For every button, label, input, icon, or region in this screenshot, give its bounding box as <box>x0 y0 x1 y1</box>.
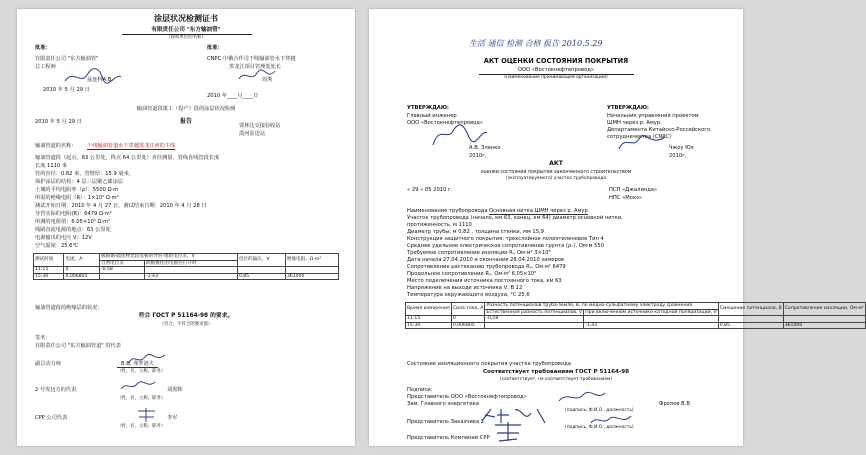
power-source-line: Место подключения источника постоянного тока, км 63 <box>407 278 562 284</box>
table-cell: 0.85 <box>237 273 285 280</box>
report-date: 2010 年 5 月 29 日 <box>35 119 82 125</box>
sign1-caption: (подпись, Ф.И.О., должность) <box>565 408 634 413</box>
diameter-line: Диаметр трубы, м 0,82 , толщина стенки, мм 15,9 <box>407 229 544 235</box>
approve-right-role1: Начальник управления проектом <box>607 113 699 119</box>
sign1-name: B.B. 弗罗洛夫 <box>117 361 158 368</box>
act-date: « 29 » 05 2010 г. <box>407 187 453 193</box>
approve-right-label: УТВЕРЖДАЮ: <box>607 105 649 111</box>
approve-left-name: А.В. Зленко <box>469 145 501 151</box>
approve-left-role1: Главный инженер <box>407 113 457 119</box>
signature-liu <box>119 379 159 393</box>
sign2-caption: (подпись, Ф.И.О., должность) <box>565 425 634 430</box>
org-caption: (наименование принимающей организации) <box>504 75 608 80</box>
col-subheader-polarized: При включенном источнике катодной поляризации, V <box>585 309 717 315</box>
station-1: ПСП «Джалинда» <box>609 187 658 193</box>
act-subtitle-1: оценки состояния покрытия законченного строительством <box>480 170 632 175</box>
table-cell: 0.006805 <box>64 273 100 280</box>
sign2-role: Представитель Заказчика 2 <box>407 419 484 425</box>
org-caption: （接收单位的名称） <box>166 35 206 40</box>
signature-zhou <box>617 131 667 153</box>
section-line: Участок трубопровода (начало, км 63, конец, км 64) диаметр основной нитки, <box>407 215 623 221</box>
voltage-line: 电源输出的电压 V：12V <box>35 235 92 241</box>
table-cell: 0 <box>451 316 485 323</box>
signature-frolov-ru <box>557 389 607 405</box>
col-header-potential: 极限铜-硫化物比较电极的导管-地的电位差，V <box>99 254 237 261</box>
sign3-role: CPP 公司代表 <box>35 415 68 421</box>
sign3-name: 李军 <box>167 415 178 421</box>
approve-left-date: 2010 年 5 月 29 日 <box>43 87 90 93</box>
report-line-1: 输油管道段竣工（投产）段的涂层状况检测 <box>136 106 236 112</box>
page-title: 涂层状况检测证书 <box>154 14 218 23</box>
table-cell: 361000 <box>285 273 338 280</box>
voltage-line: Напряжение на выходе источника V, В 12 <box>407 285 523 291</box>
approve-right-label: 批准： <box>207 45 223 51</box>
conclusion-value: Соответствует требованиям ГОСТ Р 51164-98 <box>482 369 630 375</box>
russian-act-page <box>369 9 864 446</box>
table-cell: -1,43 <box>584 322 719 329</box>
conclusion-label: 输油管道段的绝缘层的状况： <box>35 305 103 311</box>
test-dates-line: 测试开始日期：2010 年 4 月 27 日，测试结束日期：2010 年 4 月 28 日 <box>35 203 207 209</box>
measurement-table <box>33 253 339 280</box>
act-heading: АКТ <box>549 160 563 167</box>
approve-right-org: CNPC 中俄合作司干线输油管水下穿越 <box>207 56 296 62</box>
act-title: АКТ ОЦЕНКИ СОСТОЯНИЯ ПОКРЫТИЯ <box>483 57 629 65</box>
approve-right-name: 周秀 <box>262 77 273 83</box>
signature-li <box>135 407 159 423</box>
sign1-caption: （姓，名，父称，职务） <box>117 369 166 374</box>
report-station-2: 漠河泵送站 <box>239 131 265 137</box>
measurement-table <box>405 302 866 329</box>
table-cell: 15:30 <box>34 273 64 280</box>
soil-resistivity-line: Среднее удельное электрическое сопротивление грунта (ρₓ), Ом·м 550 <box>407 243 604 249</box>
table-cell: 15:30 <box>406 322 452 329</box>
approve-right-date: 2010 年____月____日 <box>207 93 259 99</box>
sign2-caption: （姓，名，父称，职务） <box>117 396 166 401</box>
approve-right-dept: 黑龙江项目管理处处长 <box>229 64 281 70</box>
signature-cpp <box>491 421 527 443</box>
sign1-role: 副总动力师 <box>35 361 61 367</box>
table-cell: 11:15 <box>406 316 452 323</box>
col-header-potential: Разность потенциалов труба-земля, В, по медно-сульфатному электроду сравнения <box>485 303 718 310</box>
col-header-current: Сила тока, А <box>451 303 485 316</box>
actual-resistance-line: 导管实际的电阻(R)：6479 Ω·m² <box>35 211 112 217</box>
signatures-label: Подписи: <box>407 387 433 393</box>
coating-line: Конструкция защитного покрытия: трехслойное полиэтиленовое Тип 4 <box>407 236 604 242</box>
approve-right-name: Чжоу Юэ <box>669 145 694 151</box>
sign1-role: Представитель ООО «Востокнефтепровод» <box>407 394 527 400</box>
approve-right-role3: Департамента Китайско-Российского <box>607 127 711 133</box>
sign2-role: 2 号发包方的代表 <box>35 387 77 393</box>
col-header-insulation: Сопротивление изоляции, Ом·м² <box>783 303 865 316</box>
required-resistance-line: Требуемое сопротивление изоляции Rᵢ, Ом·м² 3×10⁵ <box>407 250 551 256</box>
col-header-shift: Смещение потенциала, В <box>718 303 783 316</box>
sign3-role: Представитель Компании CPP <box>407 435 490 441</box>
approve-right-date: 2010г. <box>669 153 687 159</box>
approve-left-name: 兹连科A.B. <box>87 77 113 83</box>
length-line: 长度 1110 米 <box>35 163 68 169</box>
report-station-1: 贾林达交接验收站 <box>239 123 281 129</box>
length-line: протяженность, м 1110 <box>407 222 472 228</box>
table-row <box>406 322 866 329</box>
table-cell: -1.43 <box>145 273 238 280</box>
conclusion-lead: Состояние изоляционного покрытия участка трубопровода <box>407 361 571 367</box>
report-heading: 报告 <box>179 118 192 125</box>
table-cell: -0.58 <box>99 267 144 274</box>
conclusion-note: (соответствует, не соответствует требованиям) <box>499 377 613 382</box>
pipeline-name-value: Основная нитка ШМН через р. Амур <box>489 208 588 214</box>
col-header-time: Время измерения <box>406 303 452 316</box>
coating-line: 保护涂层的结构：4 层三层聚乙烯涂层 <box>35 179 123 185</box>
power-source-line: 线路直流电源的地点：63 公里处 <box>35 227 111 233</box>
col-header-time: 测试时间 <box>34 254 64 267</box>
spread-resistance-line: Сопротивление растеканию трубопровода Rₚ, Ом·м² 6479 <box>407 264 566 270</box>
approve-left-label: 批准： <box>35 45 51 51</box>
table-cell: -0,58 <box>485 316 584 323</box>
approve-left-org: 有限责任公司 "东方输油管" <box>35 56 99 62</box>
signatures-label: 签名： <box>35 335 51 341</box>
col-header-shift: 电位的偏压，V <box>237 254 285 267</box>
section-line: 输油管道段（起点，63 公里处，终点 64 公里处）直径测量，管线直线管段长度 <box>35 155 220 161</box>
signatures-org: 有限责任公司 "东方输油管道" 的代表 <box>35 343 121 349</box>
sign1-name: Фролов В.В <box>659 401 690 407</box>
temperature-line: Температура окружающего воздуха, °С 25,6 <box>407 292 530 298</box>
pipeline-name-value: 干线输油管道水下穿越黑龙江河的主线 <box>87 143 176 149</box>
measured-resistance-line: 所测的电阻值：6.05×10⁵ Ω·m² <box>35 219 111 225</box>
col-subheader-natural: Естественная разность потенциалов, V <box>486 309 583 315</box>
sign3-caption: （姓，名，父称，职务） <box>117 424 166 429</box>
approve-left-date: 2010г. <box>469 153 487 159</box>
table-cell: 11:15 <box>34 267 64 274</box>
station-2: НПС «Мохэ» <box>609 195 642 201</box>
conclusion-note: （符合，不符合的要求值） <box>159 322 213 327</box>
approve-left-label: УТВЕРЖДАЮ: <box>407 105 449 111</box>
pipeline-name-label: Наименование трубопровода <box>407 208 488 214</box>
table-header-row <box>34 254 339 261</box>
table-cell <box>99 273 144 280</box>
table-cell <box>485 322 584 329</box>
sign1-role2: Зам. Главного энергетика <box>407 401 479 407</box>
org-name: 有限责任公司 "东方输油管" <box>151 27 221 33</box>
conclusion-value: 符合 ГОСТ Р 51164-98 的要求。 <box>138 313 234 319</box>
pipeline-name-label: 输油管道的名称： <box>35 143 77 149</box>
act-subtitle-2: (эксплуатируемого) участка трубопровода <box>505 176 607 181</box>
table-header-row <box>406 303 866 310</box>
table-row <box>34 273 339 280</box>
approve-right-role2: ШМН через р. Амур <box>607 120 661 126</box>
signature-left-engineer <box>63 65 123 87</box>
table-cell: 361000 <box>783 322 865 329</box>
table-cell: 0,85 <box>718 322 783 329</box>
soil-resistivity-line: 土壤的平均电阻率（ρ）：5500 Ω·m <box>35 187 119 193</box>
act-org: ООО «Востокнефтепровод» <box>517 67 595 73</box>
col-header-current: 电流，A <box>64 254 100 267</box>
table-cell: 0 <box>64 267 100 274</box>
handwritten-header: 生活 通信 检测 合格 报告 2010.5.29 <box>469 39 603 48</box>
col-subheader-natural: 自然电位差 <box>99 260 144 267</box>
approve-left-role2: ООО «Востокнефтепровод» <box>407 120 484 126</box>
approve-right-role4: сотрудничества (CNPC) <box>607 134 672 140</box>
test-dates-line: Дата начала 27.04.2010 и окончания 28.04.2010 замеров <box>407 257 564 263</box>
diameter-line: 管的直径：0.82 米，管壁厚：15.9 毫米。 <box>35 171 135 177</box>
chinese-certificate-page <box>17 9 355 446</box>
sign2-name: 刘墨辉 <box>167 387 183 393</box>
col-subheader-polarized: 阴极极化的电极位打开时 <box>145 260 238 267</box>
required-resistance-line: 所需的绝缘电阻（R）：1×10⁵ Ω·m² <box>35 195 119 201</box>
col-header-insulation: 绝缘电阻，Ω·m² <box>285 254 338 267</box>
temperature-line: 空气温度：25.6℃ <box>35 243 79 249</box>
table-cell: 0,006805 <box>451 322 485 329</box>
longitudinal-resistance-line: Продольное сопротивление Rₙ, Ом·м² 6,05×10⁵ <box>407 271 537 277</box>
approve-left-role: 总工程师 <box>35 64 56 70</box>
